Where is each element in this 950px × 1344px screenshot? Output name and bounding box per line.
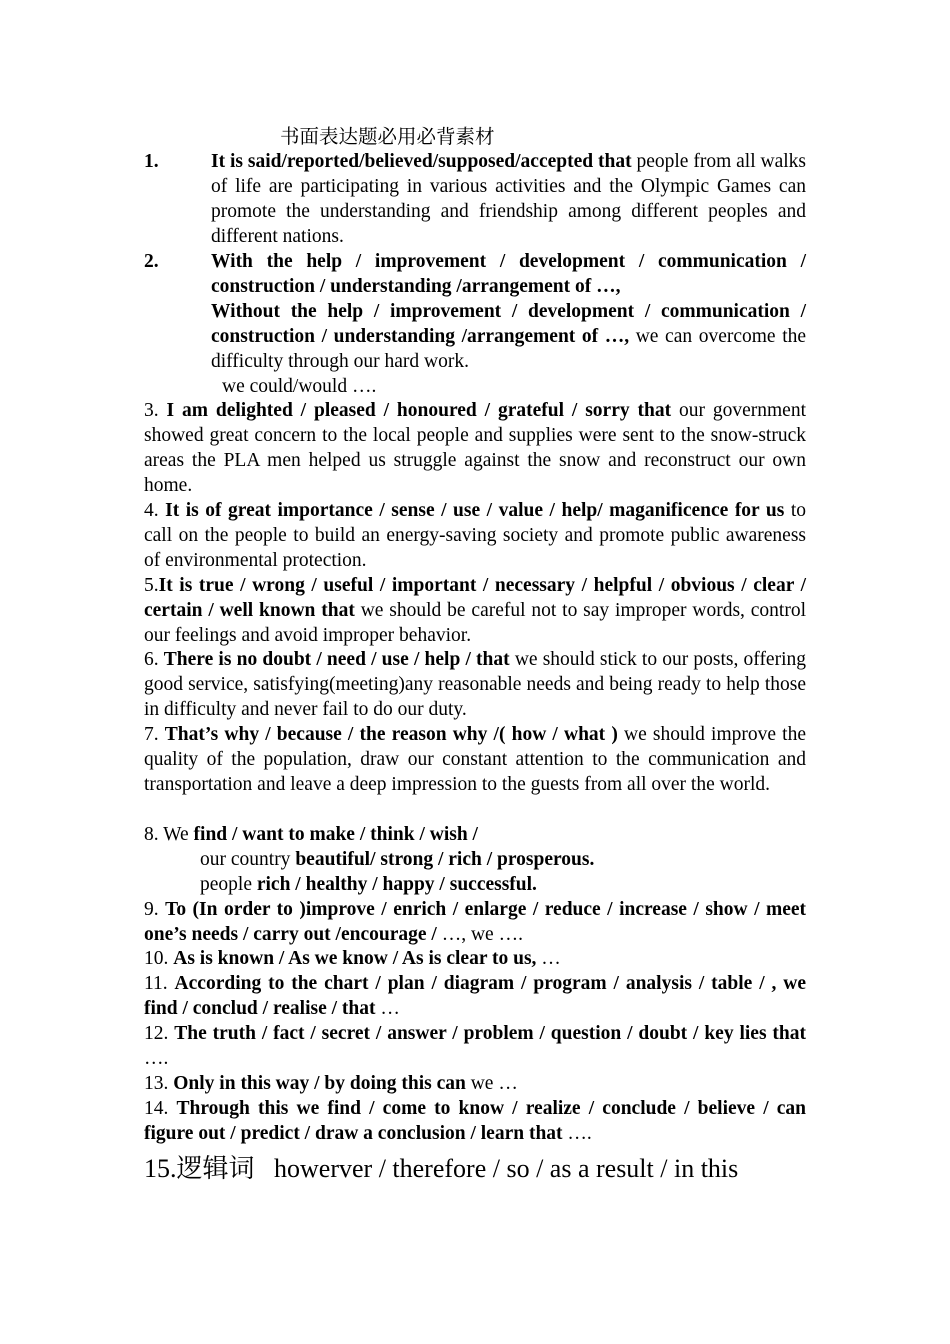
item-11 [144,971,806,1021]
item-8-bold: find / want to make / think / wish / [193,824,478,845]
item-15-chinese: 逻辑词 [176,1154,255,1184]
item-10-text: … [536,948,561,969]
item-5-bold: It is true / wrong / useful / important / necessary / helpful / obvious / clear / certain / well known that [144,575,806,621]
item-10-bold: As is known / As we know / As is clear to us, [173,948,537,969]
item-10 [144,946,806,971]
item-4-text: to call on the people to build an energy-saving society and promote public awareness of environmental protection. [144,500,807,571]
item-2-text: we can overcome the difficulty through our hard work. [211,326,807,372]
item-8-line2-bold: beautiful/ strong / rich / prosperous. [295,849,595,870]
item-12-number: 12. [144,1023,175,1044]
item-2-bold-with: With the help / improvement / development / communication / construction / understanding /arrangement of …, [211,251,806,297]
item-8-line3-bold: rich / healthy / happy / successful. [256,874,537,895]
item-7-bold: That’s why / because / the reason why /( how / what ) [164,724,618,745]
item-6-number: 6. [144,649,164,670]
item-3 [144,398,806,498]
item-3-bold: I am delighted / pleased / honoured / grateful / sorry that [166,400,672,421]
item-12-text: …. [144,1048,169,1069]
item-11-text: … [375,998,400,1019]
item-11-bold: According to the chart / plan / diagram / program / analysis / table / , we find / conclud / realise / that [144,973,806,1019]
item-1 [211,149,806,249]
item-1-text: people from all walks of life are participating in various activities and the Olympic Games can promote the understanding and friendship among different peoples and different nations. [211,151,806,247]
item-1-number: 1. [144,151,159,172]
item-15-number: 15. [144,1154,177,1183]
item-13-bold: Only in this way / by doing this can [173,1073,466,1094]
item-14 [144,1096,806,1146]
item-6-text: we should stick to our posts, offering good service, satisfying(meeting)any reasonable needs and being ready to help those in difficulty and never fail to do our duty. [144,649,806,720]
item-2 [211,249,806,399]
item-5-text: we should be careful not to say improper words, control our feelings and avoid improper behavior. [144,600,806,646]
item-2-bold-without: Without the help / improvement / development / communication / construction / understanding /arrangement of …, [211,301,806,347]
item-1-bold: It is said/reported/believed/supposed/accepted that [211,151,632,172]
item-9 [144,897,806,947]
item-4-number: 4. [144,500,166,521]
item-2-number: 2. [144,251,159,272]
item-14-number: 14. [144,1098,177,1119]
item-7-number: 7. [144,724,165,745]
item-7-text: we should improve the quality of the population, draw our constant attention to the communication and transportation and leave a deep impression to the guests from all over the world. [144,724,806,795]
item-15-text: howerver / therefore / so / as a result / in this [254,1154,739,1183]
item-13-text: we … [465,1073,518,1094]
item-13 [144,1071,806,1096]
item-14-text: …. [562,1123,592,1144]
item-4-bold: It is of great importance / sense / use / value / help/ maganificence for us [165,500,785,521]
item-5 [144,573,806,648]
item-2-line3: we could/would …. [222,376,377,397]
item-8-line3-text: people [200,874,257,895]
item-12 [144,1021,806,1071]
item-13-number: 13. [144,1073,174,1094]
item-4 [144,498,806,573]
item-9-bold: To (In order to )improve / enrich / enlarge / reduce / increase / show / meet one’s needs / carry out /encourage / [144,899,807,945]
item-11-number: 11. [144,973,175,994]
item-10-number: 10. [144,948,174,969]
item-7 [144,722,806,797]
item-8-line2-text: our country [200,849,296,870]
item-5-number: 5. [144,575,159,596]
item-8 [144,822,806,897]
item-14-bold: Through this we find / come to know / realize / conclude / believe / can figure out / predict / draw a conclusion / learn that [144,1098,807,1144]
item-12-bold: The truth / fact / secret / answer / problem / question / doubt / key lies that [174,1023,806,1044]
item-9-number: 9. [144,899,166,920]
item-6-bold: There is no doubt / need / use / help / that [163,649,510,670]
item-8-number: 8. We [144,824,194,845]
item-9-text: …, we …. [436,924,523,945]
item-15 [144,1153,806,1185]
item-3-number: 3. [144,400,167,421]
item-6 [144,647,806,722]
page-title: 书面表达题必用必背素材 [280,125,495,148]
item-3-text: our government showed great concern to the local people and supplies were sent to the snow-struck areas the PLA men helped us struggle against the snow and reconstruct our own home. [144,400,807,496]
